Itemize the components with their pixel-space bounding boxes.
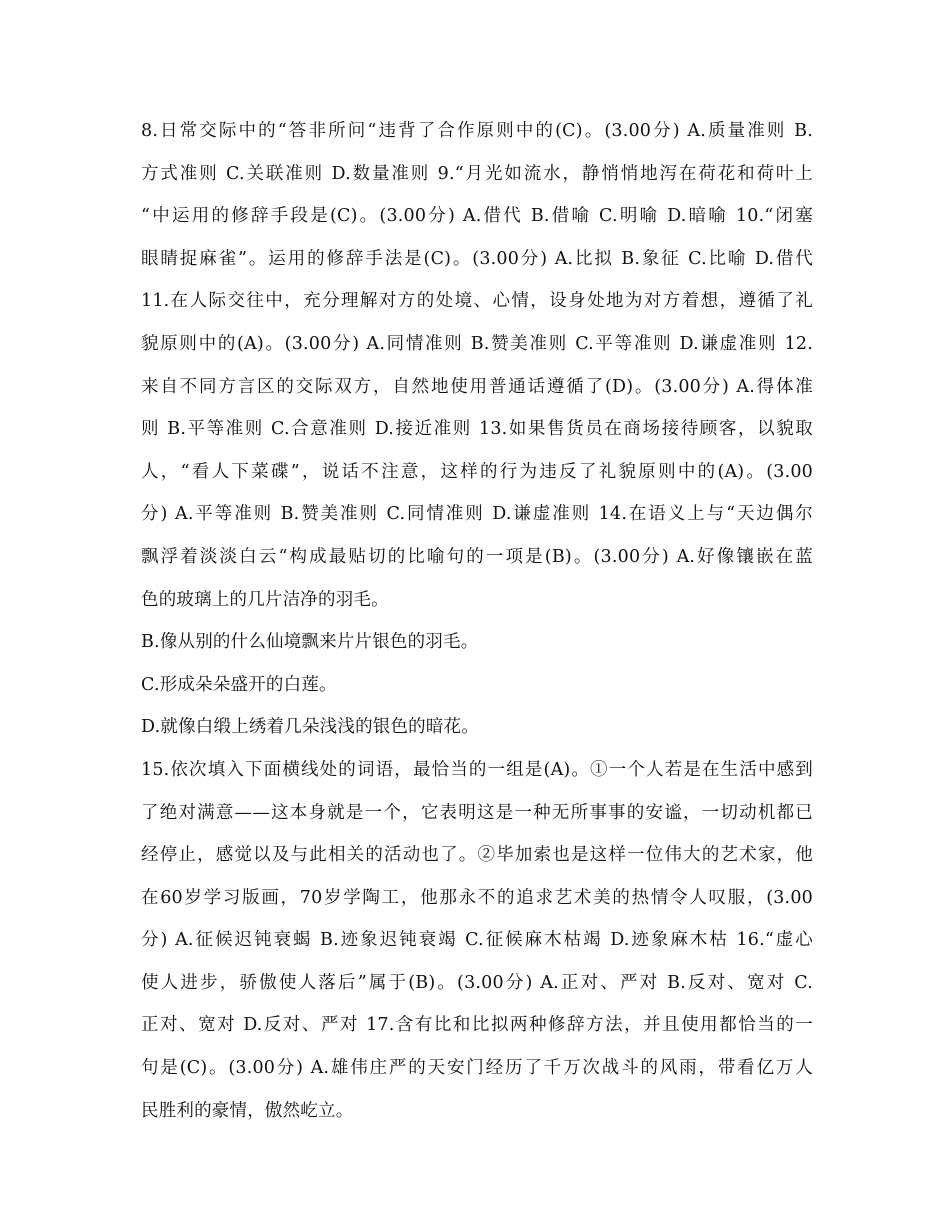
text-line: 眼睛捉麻雀”。运用的修辞手法是(C)。(3.00分) A.比拟 B.象征 C.比喻 D.借代	[141, 248, 813, 269]
text-line: 民胜利的豪情，傲然屹立。	[141, 1100, 354, 1121]
text-line: 11.在人际交往中，充分理解对方的处境、心情，设身处地为对方着想，遵循了礼	[141, 291, 813, 312]
text-line: B.像从别的什么仙境飘来片片银色的羽毛。	[141, 632, 479, 653]
text-line: 分) A.征候迟钝衰蝎 B.迹象迟钝衰竭 C.征候麻木枯竭 D.迹象麻木枯 16.“虚心	[141, 930, 813, 951]
text-line: 使人进步，骄傲使人落后”属于(B)。(3.00分) A.正对、严对 B.反对、宽对 C.	[141, 972, 813, 993]
text-line: 15.依次填入下面横线处的词语，最恰当的一组是(A)。①一个人若是在生活中感到	[141, 759, 813, 780]
text-line: 则 B.平等准则 C.合意准则 D.接近准则 13.如果售货员在商场接待顾客，以貌取	[141, 419, 813, 440]
text-line: 分) A.平等准则 B.赞美准则 C.同情准则 D.谦虚准则 14.在语义上与“天边偶尔	[141, 504, 813, 525]
text-line: 正对、宽对 D.反对、严对 17.含有比和比拟两种修辞方法，并且使用都恰当的一	[141, 1015, 813, 1036]
text-line: 8.日常交际中的“答非所问“违背了合作原则中的(C)。(3.00分) A.质量准则 B.	[141, 121, 813, 141]
document-body	[141, 110, 813, 1132]
text-line: 句是(C)。(3.00分) A.雄伟庄严的天安门经历了千万次战斗的风雨，带看亿万人	[141, 1058, 813, 1079]
text-line: “中运用的修辞手段是(C)。(3.00分) A.借代 B.借喻 C.明喻 D.暗喻 10.“闭塞	[141, 206, 813, 227]
text-line: 在60岁学习版画，70岁学陶工，他那永不的追求艺术美的热情令人叹服，(3.00	[141, 887, 813, 908]
text-line: C.形成朵朵盛开的白莲。	[141, 674, 337, 695]
text-line: 人，“看人下菜碟”，说话不注意，这样的行为违反了礼貌原则中的(A)。(3.00	[141, 461, 813, 482]
text-line: 经停止，感觉以及与此相关的活动也了。②毕加索也是这样一位伟大的艺术家，他	[141, 845, 813, 866]
text-line: 色的玻璃上的几片洁净的羽毛。	[141, 589, 389, 610]
text-line: 了绝对满意——这本身就是一个，它表明这是一种无所事事的安谧，一切动机都已	[141, 802, 813, 823]
text-line: 来自不同方言区的交际双方，自然地使用普通话遵循了(D)。(3.00分) A.得体准	[141, 376, 813, 397]
text-line: D.就像白缎上绣着几朵浅浅的银色的暗花。	[141, 717, 479, 738]
text-line: 飘浮着淡淡白云“构成最贴切的比喻句的一项是(B)。(3.00分) A.好像镶嵌在蓝	[141, 546, 813, 567]
text-line: 方式准则 C.关联准则 D.数量准则 9.“月光如流水，静悄悄地泻在荷花和荷叶上	[141, 163, 813, 184]
text-line: 貌原则中的(A)。(3.00分) A.同情准则 B.赞美准则 C.平等准则 D.谦虚准则 12.	[141, 333, 813, 354]
